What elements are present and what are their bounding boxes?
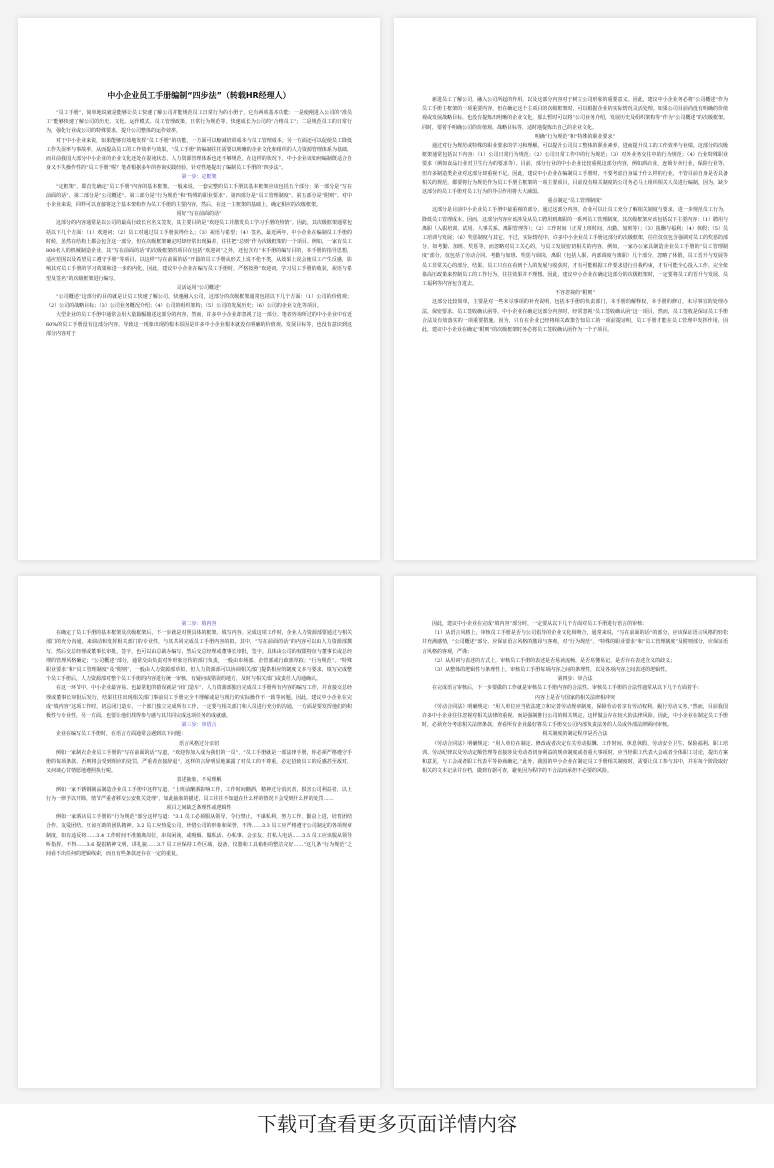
body-paragraph: 例如一家不锈钢制品制造企业员工手册中这样写道，“上班前酗酒影响工作，工作时间酗酒，精神过分消沉者，损害公司利益者，以上行为一律予以开除，情节严重者移交公安机关处理”，如此抽象的描述，员工往往不知道在什么样的情况下会受到什么样的处罚……	[46, 786, 352, 802]
section-heading: 第二步：填内容	[181, 621, 217, 627]
body-paragraph: 通过对行为规范或特殊的职业要求的学习和理解，可以提升公司员工整体的职业素养，进而提升员工的工作效率与业绩。这部分的次级框架通常包括以下内容：（1）公司日常行为规范；（2）公司日常工作中的行为规范；（3）对外业务交往中的行为规范；（4）行业特殊职业要求（例如食品行业对卫生行为的要求等）。目前，部分行业的中小企业比较重视这部分内容，例如酒店业，连锁专卖行业，保险行业等，但许多制造类企业对这部分却重视不足。因此，建议中小企业在编制员工手册时，不要考虑自身属于什么样的行业，不管目前自身是否具备相关的规范，都要将行为规范作为员工手册主框架的一项主要项目，目前没有相关制度的公司务必马上组织相关人员进行编制，因为，缺少这部分的员工手册对员工行为的导引作用将大大减弱。	[422, 143, 728, 196]
body-paragraph: 因此，建议中小企业在完成“填内容”部分时，一定要从以下几个方面对员工手册进行语言的审核：	[432, 621, 648, 627]
body-paragraph: 在这一环节中，中小企业最容易、也最常犯的错误就是“闭门造车”，人力资源部独自完成员工手册所有内容的编写工作，并直接交总经理或董事长审批后发行，结果往往出现相关部门事前员工手册完全不理解或是与现行的实际操作不一致等问题。因此，建议中小企业在完成“填内容”这项工作时，切忌闭门造车，一个部门独立完成所有工作，一定要与相关部门和人员进行充分的沟通，一方面是要发挥他们的积极性与专业性，另一方面，也要让他们找得参与感与其共同完成这项任务的成就感。	[46, 685, 352, 720]
body-paragraph: 在完成语言审核后，下一步要做的工作就是审核员工手册内容的合法性。审核员工手册的合法性通常从以下几个方面着手：	[432, 685, 703, 692]
body-paragraph: 新进员工了解公司，融入公司所起的作用，以及这部分内容对于树立公司形象的重要意义。因此，建议中小企业务必将“公司概述”作为员工手册主框架的一项重要内容，但在确定这个主项目的次级框架时，可以根据企业的实际情况灵活处理。如果公司目前尚没有明确的价值观或发展战略目标，也没有提炼出明晰的企业文化，那么暂时可以将“公司业务介绍，发展历史及组织架构等”作为“公司概述”的次级框架。同时，要着手明确公司的价值观、战略目标等，适时地提炼出自己的企业文化。	[422, 97, 728, 131]
document-page-2	[394, 18, 756, 560]
section-heading: 第三步：审语言	[181, 722, 217, 729]
body-paragraph: “定框架”，即首先确定“员工手册”内容的基本框架。一般来说，一套完整的员工手册其基本框架应该包括五个部分：第一部分是“写在前面的话”、第二部分是“公司概述”、第三部分是“行为规范”和“特殊的职业要求”、第四部分是“员工管理制度”、第五部分是“附则”。对中小企业来说，同样可以直接将这个基本架构作为员工手册的主要内容，然后，在这一主框架的基础上，确定相应的次级框架。	[46, 183, 352, 209]
body-paragraph: （2）从用词与表述的方式上，审核员工手册的表述是否易读流畅，是否易懂易记，是否存在表述含义的歧义；	[432, 657, 676, 664]
body-paragraph: 《劳动合同法》明确规定：“用人单位在制定、修改或者决定有关劳动报酬、工作时间、休息休假、劳动安全卫生、保险福利、职工培训、劳动纪律以及劳动定额管理等直接涉及劳动者切身利益的规章制度或者重大事项时，应当经职工代表大会或者全体职工讨论，提出方案和意见，与工会或者职工代表平等协商确定。”此外，我国的中小企业在制定员工手册相关制度时，需要让员工参与其中，并在每个阶段取好相关的文本记录并存档，做到有据可查，避免因为程序的不合法而承担不必要的风险。	[422, 740, 728, 775]
document-page-3	[18, 576, 380, 1088]
section-heading: 表述抽象，不易理解	[176, 777, 222, 784]
body-paragraph: 例如一家酒店员工手册的“行为规范”部分这样写道：“3.1 员工必须服从领导，令行禁止，不谋私利，努力工作，勤奋上进，培育团结合作，友爱团结，互谅互助的团队精神。3.2 员工应热爱公司，珍惜公司的形象和荣誉，不得……3.3 员工应严格遵守公司制定的各项规章制度，如有违反将……3.4 工作时间不准擅离岗位，串岗闲谈，或吸烟、做私活、办私事、会亲友、打私人电话……3.5 员工应该服从领导听指挥，不得……3.6 提倡精神文明，讲礼貌……3.7 员工应保持工作区域，设备，仪器和工具箱柜的整洁完好……”这几条“行为规范”之间看不出任何的逻辑线索，而且有些条款还存在一定的重复。	[46, 814, 352, 858]
section-heading: 第一步：定框架	[181, 174, 217, 181]
body-paragraph: 这部分的内容通常是以公司的最高行政长官名义签发，其主要目的是“欢迎员工并激发员工学习手册的热情”。因此，其次级框架通常包括以下几个方面：（1）欢迎词；（2）员工对通过员工手册获得什么；（3）祝语与希望；（4）签名。最近两年，中小企业在编制员工手册的时候，虽然在结构上都会包含这一部分，但在次级框架确定时却经常出现偏差，往往把“总则”作为次级框架的一个项目。例如，一家有员工800名人的机械制造企业，其“写在前面的话”的次级框架的项目在包括“欢迎词”之外，还包含有“本手册的编写目的，本手册的指导思想，适应范围以及希望员工遵守手册”等项目，以这样“写在前面的话”开篇的员工手册从形式上说不伦不类，从效果上说会使员工产生反感，影响其对员工手册的学习效果和进一步的内化。因此，建议中小企业在编写员工手册时，严格按照“欢迎词，学习员工手册的收获，祝语与希望及签名”的次级框架进行编写。	[46, 220, 352, 282]
download-caption[interactable]: 下载可查看更多页面详情内容	[0, 1104, 774, 1168]
document-title: 中小企业员工手册编制“四步法”（转载HR经理人）	[107, 91, 291, 100]
document-page-1	[18, 18, 380, 560]
section-heading: 第四步：审合法	[557, 676, 593, 683]
section-heading: 内容上是否与国家的相关法律相冲突	[534, 694, 615, 701]
section-heading: 灵活运用“公司概述”	[176, 284, 222, 291]
section-heading: 明确“行为规范”和“特殊的职业要求”	[534, 133, 616, 140]
body-paragraph: 在确定了员工手册的基本框架及次级框架后，下一步就是对照具体的框架，填写内容。完成这项工作时，企业人力资源部要通过与相关部门的充分沟通，来调动和发挥相关部门的专业性，与其共同完成员工手册内容的拟。其中，“写在前面的话”的内容可以由人力资源部撰写，然后交总经理或董事长审批，签字，也可以由总裁办编写，然后交总经理或董事长审批，签字。具体由公司的权限特征与董事长或总经理的管理风格确定；“公司概述”部分，通常交由负责对外形象宣传的部门负责，一般由市场部、企管部或行政部草拟；“行为规范”、“特殊职业要求”和“员工管理制度”及“附则”，一般由人力资源部草拟，但人力资源部可以协调相关部门提供相应的制度文本与要求，填写完成整个员工手册后，人力资源部对整个员工手册的内容进行统一审核，有疑问或错误的地方，及时与相关部门或责任人沟通确认。	[46, 630, 352, 683]
body-paragraph: “员工手册”，简单地说就是能够让员工快速了解公司并能规范员工日常行为的小册子，它有两项基本功能：一是使刚进入公司的“准员工”能够快速了解公司的历史、文化、运作模式、员工管理政策、日常行为规范等，快速成长为公司的“合格员工”；二是规范员工的日常行为，强化行业或公司的特殊要求，提升公司整体的运作效率。	[46, 110, 352, 135]
section-heading: 语言风格过分亲切	[178, 740, 219, 747]
body-paragraph: 对于中小企业来说，如果能够有效地发挥“员工手册”的功能，一方面可以缩减培训成本与员工管理成本，另一方面还可以促使员工降低工作失误率与事故率，从而提高员工的工作效率与效果。“员工手册”的编制往往需要以明晰的企业文化和组织的人力资源管理体系为基础，而目前我国大部分中小企业的企业文化还处在混沌状态，人力资源管理体系也还不够规范，在这样的状况下，中小企业该如何编制既适合自身又不失操作性的“员工手册”呢？笔者根据多年的咨询实践经验，针对性地提出了编制员工手册的“四步法”。	[46, 137, 352, 172]
body-paragraph: 《劳动合同法》明确规定：“用人单位应当依法建立和完善劳动规章制度，保障劳动者享有劳动权利、履行劳动义务。”然而，目前我国许多中小企业往往忽视对相关法律的重视，而是强制推行公司的相关规定，这样做会存在较大的法律风险。因此，中小企业在制定员工手册时，必须充分考虑相关法律条款，查看所有企业最好将员工手册交公司内部负责法务的人员或外部法律顾问审核。	[422, 703, 728, 729]
body-paragraph: 例如一家制衣企业员工手册的“写在前面的话”写道，“欢迎你加入成为我们的一员”，“员工手册就是一部法律手册，你必须严格遵守手册的每项条款，否则将会受到相应的处罚，严重者直接辞退”，这样的言辞明显地暴露了对员工的不尊重，必定招致员工的反感甚至敌对，又何谈心甘情愿地遵照执行呢。	[46, 749, 352, 775]
body-paragraph: 企业在编写员工手册时，在语言方面通常会遇到以下问题：	[56, 731, 187, 738]
section-heading: 不容忽视的“附则”	[554, 290, 596, 297]
document-page-4	[394, 576, 756, 1088]
section-heading: 项目之间缺乏条理性或逻辑性	[166, 805, 232, 812]
body-paragraph: “公司概述”这部分的目的就是让员工快速了解公司，快速融入公司，这部分的次级框架通常包括以下几个方面：（1）公司的价值观；（2）公司的战略目标；（3）公司业务概况介绍；（4）公司的组织架构；（5）公司的发展历史；（6）公司的企业文化等项目。	[46, 294, 352, 310]
body-paragraph: 大型企业的员工手册中通常会用大量篇幅描述这部分的内容，然而，许多中小企业却忽视了这一部分。笔者咨询所过的中小企业中有近60%的员工手册没有这部分内容。导致这一现象出现的根本原因是许多中小企业根本就没有明确的价值观、发展目标等，也没有意识到这部分内容对于	[46, 312, 352, 337]
body-paragraph: 这部分是目前中小企业员工手册中最重视的部分，通过这部分内容，企业可以让员工充分了解相关制度与要求，进一步规范员工行为，降低员工管理成本。因而，这部分内容应该涉及从员工聘用到离职的一系列员工管理制度，其次级框架应该包括以下主要内容：（1）聘用与离职（入职培训、试用、人事关系、离职管理等）；（2）工作时间（正常上班时间、出勤、加班等）；（3）报酬与福利；（4）休假；（5）员工培训与发展；（6）奖惩制度与其它。不过，实际情况中，许多中小企业员工手册这部分的次级框架，往往仅仅包含强调对员工的奖惩的部分，如考勤、加班、奖惩等，而忽略对员工关心的，与员工发展密切相关的内容，例如，一家办公家具制造企业员工手册的“员工管理制度”部分，仅包括了劳动合同、考勤与加班、奖惩与调岗，离职（包括人职、内部调度与离职）几个部分，忽略了休假，员工晋升与发展等员工非常关心的部分。结果，员工只有在看到个人的发展与收获时，才有可能根据工作要求进行自我约束，才有可能全心投入工作，完全依靠高压政策来控制员工的工作行为，往往效果并不理想。因此，建议中小企业在确定这部分的次级框架时，一定要将员工的晋升与发展、员工福利等内容包含进去。	[422, 207, 728, 288]
section-heading: 重点制定“员工管理制度”	[547, 198, 603, 205]
body-paragraph: 这部分比较简单，主要是对一些未尽事项的补充说明，包括本手册的负责部门，本手册的解释权，本手册的修订，未尽事宜的处理办法，保密要求，员工签收确认函等。中小企业在确定这部分内容时，经常忽视“员工签收确认函”这一项目，然而，员工签收是保证员工手册合法及有效落实的一项重要措施，因为，只有在企业已经将相关政策告知员工的一项前提证明，员工手册才能在员工管理中发挥作用，因此，建议中小企业在确定“附则”的次级框架时务必将员工签收确认函作为一个子项目。	[422, 299, 728, 334]
body-paragraph: （1）从语言风格上，审核员工手册是否与公司倡导的企业文化相吻合，通常来说，“写在前面的话”的部分，应该保证语言风格的轻松并充满感情，“公司概述”部分，应保证语言风格的激昂与客观，对“行为规范”、“特殊的职业要求”和“员工管理制度”及附则部分，应保证语言风格的客观，严谨；	[422, 630, 728, 655]
section-heading: 相关制度的制定程序是否合法	[542, 731, 608, 738]
section-heading: 用好“写在前面的话”	[176, 211, 222, 218]
body-paragraph: （3）从整体的逻辑性与条理性上，审核员工手册每项内容之间的条理性，以及各项内容之间表述的逻辑性。	[432, 667, 671, 674]
